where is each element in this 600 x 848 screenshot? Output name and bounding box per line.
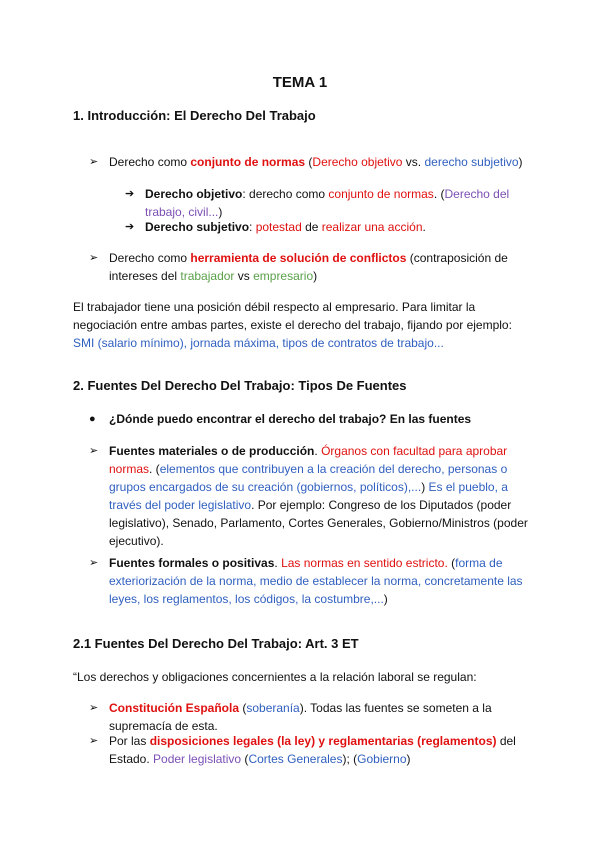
- s3-bullet-1: ➢ Constitución Española (soberanía). Todas las fuentes se someten a la supremacía de esta.: [89, 701, 492, 733]
- s1-bullet-2: ➢ Derecho como herramienta de solución de conflictos (contraposición de intereses del trabajador vs empresario): [89, 251, 508, 283]
- arrowhead-bullet-icon: ➢: [89, 445, 99, 457]
- page-title: TEMA 1: [272, 74, 328, 91]
- section-1-heading: 1. Introducción: El Derecho Del Trabajo: [73, 108, 316, 123]
- s1-bullet-1: ➢ Derecho como conjunto de normas (Derecho objetivo vs. derecho subjetivo): [89, 155, 523, 169]
- arrowhead-bullet-icon: ➢: [89, 735, 99, 747]
- section-2-1-heading: 2.1 Fuentes Del Derecho Del Trabajo: Art. 3 ET: [73, 636, 359, 651]
- s3-quote: “Los derechos y obligaciones concernientes a la relación laboral se regulan:: [73, 670, 477, 684]
- arrowhead-bullet-icon: ➢: [89, 156, 99, 168]
- arrowhead-bullet-icon: ➢: [89, 557, 99, 569]
- arrowhead-bullet-icon: ➢: [89, 252, 99, 264]
- s2-bullet-1: ➢ Fuentes materiales o de producción. Órganos con facultad para aprobar normas. (elementos que contribuyen a la creación del derecho, personas o grupos encargados de su creación (gobiernos, políticos),...) Es el pueblo, a través del poder legislativo. Por ejemplo: Congreso de los Diputados (poder legislativo), Senado, Parlamento, Cortes Generales, Gobierno/Ministros (poder ejecutivo).: [89, 444, 528, 548]
- s1-subbullet-1: ➔ Derecho objetivo: derecho como conjunto de normas. (Derecho del trabajo, civil...): [125, 187, 510, 219]
- s1-paragraph: El trabajador tiene una posición débil respecto al empresario. Para limitar la negociación entre ambas partes, existe el derecho del trabajo, fijando por ejemplo: SMI (salario mínimo), jornada máxima, tipos de contratos de trabajo...: [73, 300, 512, 350]
- arrowhead-bullet-icon: ➢: [89, 702, 99, 714]
- s2-bullet-2: ➢ Fuentes formales o positivas. Las normas en sentido estricto. (forma de exteriorización de la norma, medio de establecer la norma, concretamente las leyes, los reglamentos, los códigos, la costumbre,...): [89, 556, 523, 606]
- arrow-bullet-icon: ➔: [125, 188, 135, 200]
- s2-question: ● ¿Dónde puedo encontrar el derecho del trabajo? En las fuentes: [89, 412, 472, 426]
- arrow-bullet-icon: ➔: [125, 221, 135, 233]
- s1-subbullet-2: ➔ Derecho subjetivo: potestad de realizar una acción.: [125, 220, 426, 234]
- s3-bullet-2: ➢ Por las disposiciones legales (la ley) y reglamentarias (reglamentos) del Estado. Poder legislativo (Cortes Generales); (Gobierno): [89, 734, 516, 766]
- section-2-heading: 2. Fuentes Del Derecho Del Trabajo: Tipos De Fuentes: [73, 378, 407, 393]
- dot-bullet-icon: ●: [89, 413, 96, 425]
